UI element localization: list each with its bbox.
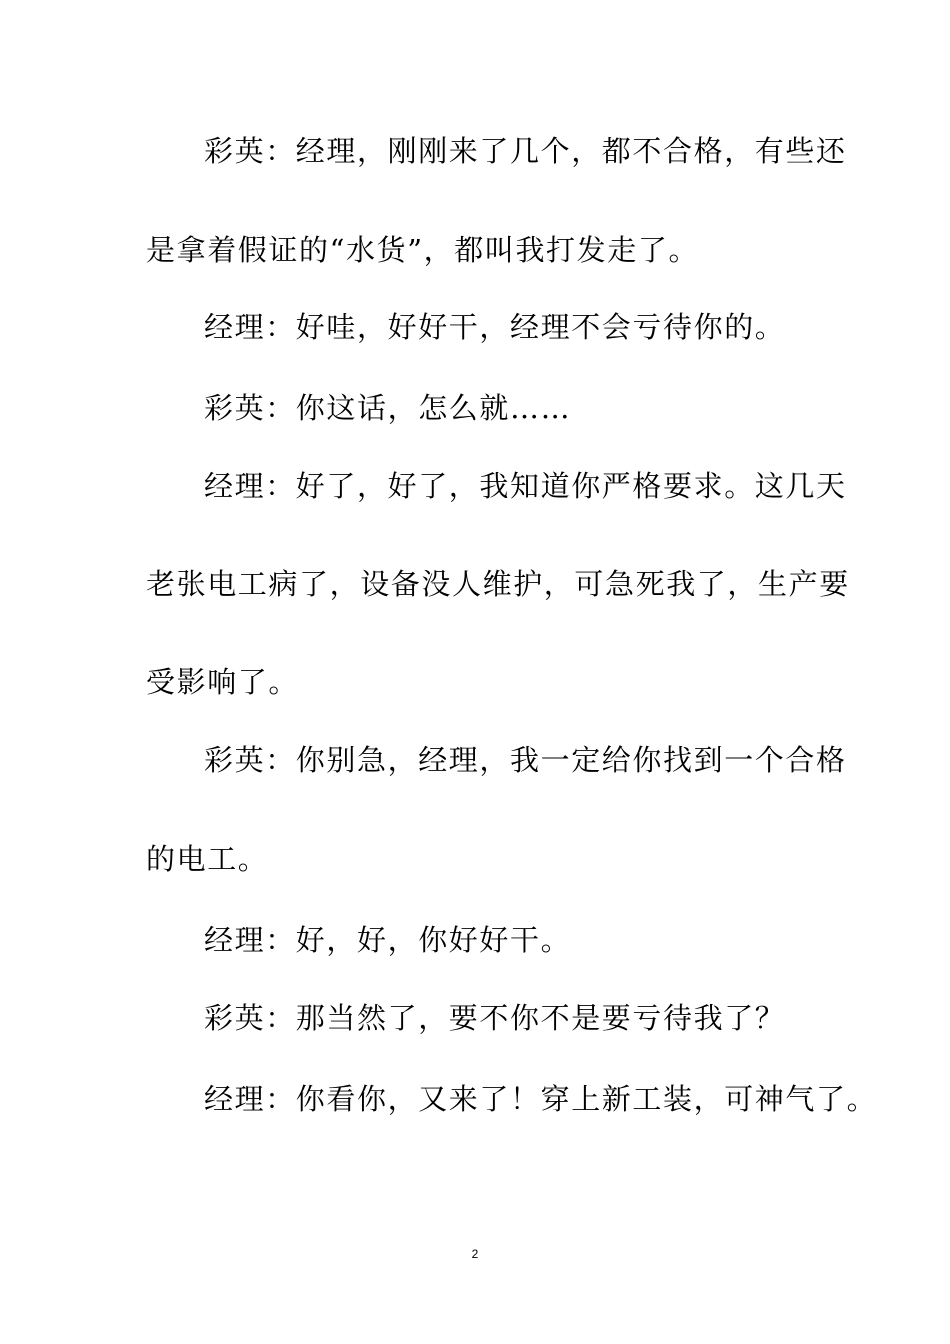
text-line: 经理：好，好，你好好干。 [204, 923, 572, 957]
text-line: 经理：好了，好了，我知道你严格要求。这几天 [204, 469, 847, 503]
text-line: 经理：你看你，又来了！穿上新工装，可神气了。 [204, 1082, 878, 1116]
text-line: 彩英：你别急，经理，我一定给你找到一个合格 [204, 743, 847, 777]
text-line: 受影响了。 [146, 665, 300, 699]
text-line: 彩英：经理，刚刚来了几个，都不合格，有些还 [204, 134, 847, 168]
text-line: 老张电工病了，设备没人维护，可急死我了，生产要 [146, 567, 850, 601]
text-line: 是拿着假证的“水货”，都叫我打发走了。 [146, 233, 700, 267]
text-line: 彩英：那当然了，要不你不是要亏待我了？ [204, 1001, 786, 1035]
page-number: 2 [471, 1247, 479, 1261]
text-line: 经理：好哇，好好干，经理不会亏待你的。 [204, 310, 786, 344]
text-line: 的电工。 [146, 842, 269, 876]
text-line: 彩英：你这话，怎么就…… [204, 391, 572, 425]
